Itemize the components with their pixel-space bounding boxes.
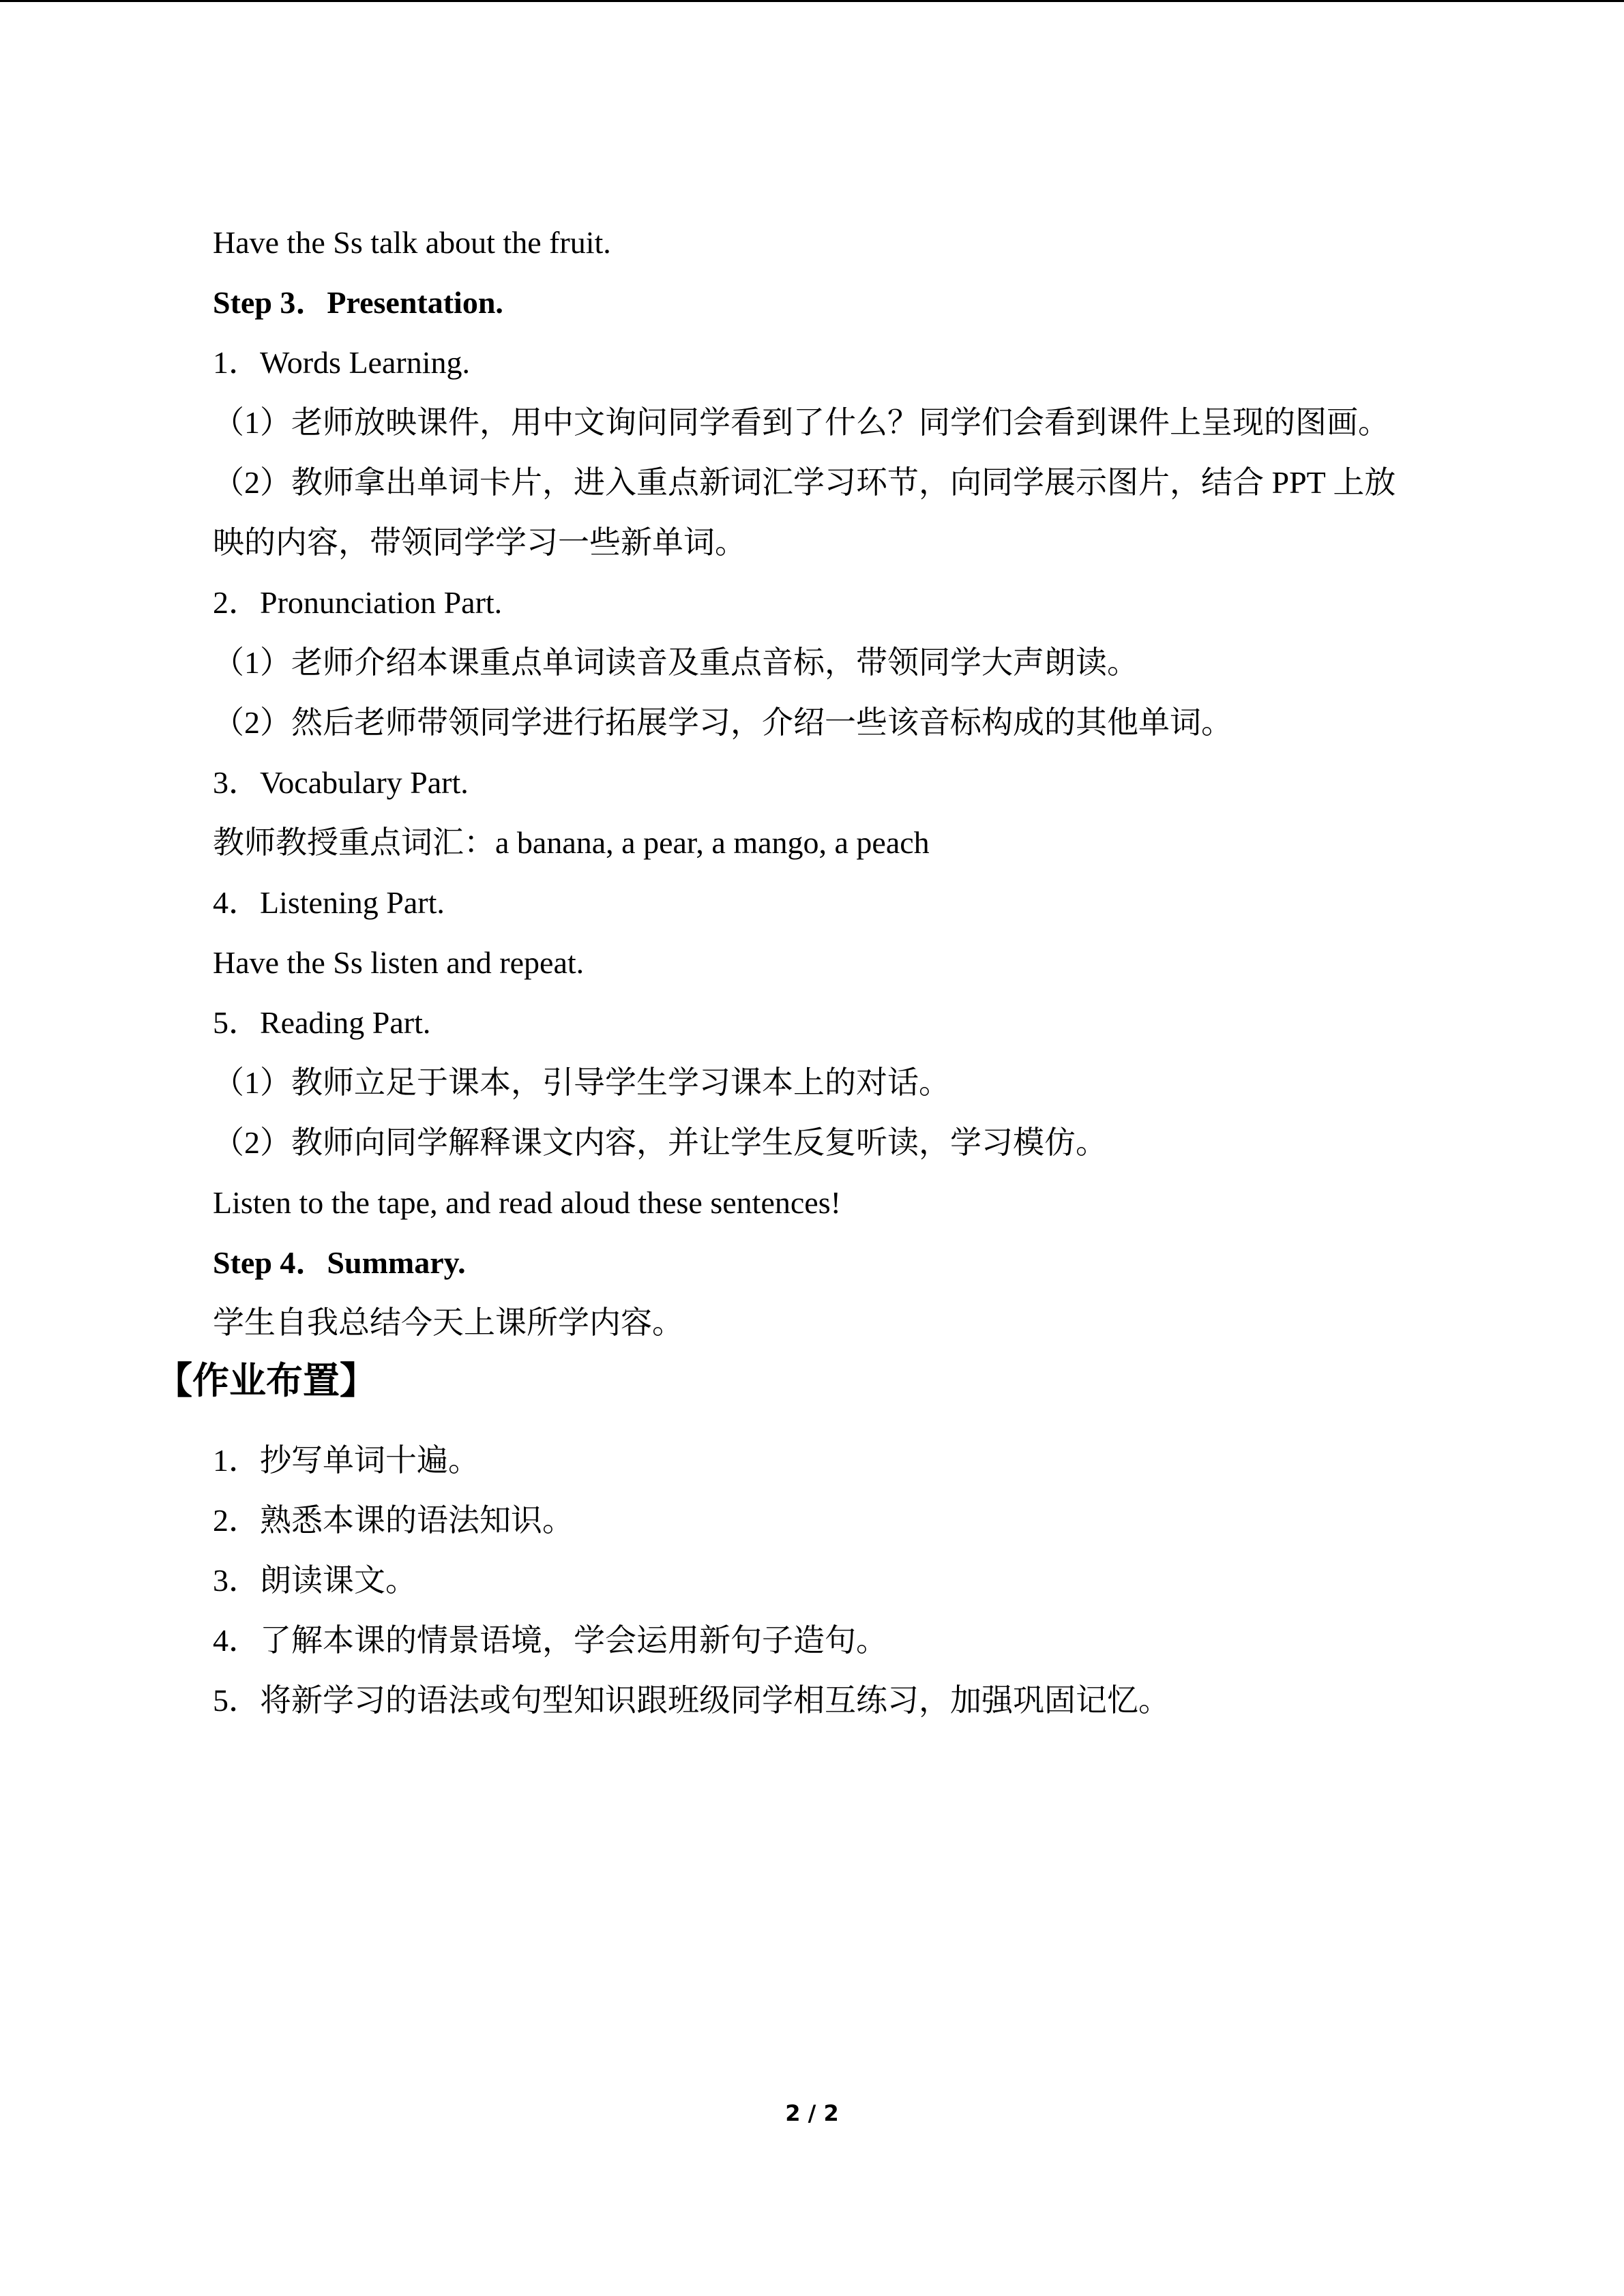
homework-item: 2．熟悉本课的语法知识。: [213, 1503, 574, 1538]
page-number: 2 / 2: [785, 2100, 839, 2126]
pronunciation-item-1: （1）老师介绍本课重点单词读音及重点音标，带领同学大声朗读。: [213, 645, 1138, 680]
homework-item: 3．朗读课文。: [213, 1563, 417, 1598]
homework-item: 4．了解本课的情景语境，学会运用新句子造句。: [213, 1623, 887, 1658]
words-learning-item-1: （1）老师放映课件，用中文询问同学看到了什么？同学们会看到课件上呈现的图画。: [213, 405, 1389, 440]
homework-item: 1．抄写单词十遍。: [213, 1443, 479, 1478]
lesson-body: [213, 213, 1454, 1353]
reading-item-2: （2）教师向同学解释课文内容，并让学生反复听读，学习模仿。: [213, 1125, 1107, 1160]
step3-heading: Step 3．Presentation.: [213, 285, 503, 320]
pronunciation-item-2: （2）然后老师带领同学进行拓展学习，介绍一些该音标构成的其他单词。: [213, 705, 1232, 740]
words-learning-item-2-continued: 映的内容，带领同学学习一些新单词。: [213, 525, 746, 560]
homework-heading: 【作业布置】: [156, 1359, 377, 1402]
listening-text: Have the Ss listen and repeat.: [213, 945, 585, 980]
words-learning-item-2: （2）教师拿出单词卡片，进入重点新词汇学习环节，向同学展示图片，结合 PPT 上放: [213, 465, 1396, 500]
vocabulary-title: 3．Vocabulary Part.: [213, 765, 469, 800]
step4-heading: Step 4．Summary.: [213, 1245, 466, 1280]
reading-item-1: （1）教师立足于课本，引导学生学习课本上的对话。: [213, 1065, 950, 1100]
homework-list: [213, 1431, 1454, 1731]
intro-line: Have the Ss talk about the fruit.: [213, 225, 611, 260]
reading-text: Listen to the tape, and read aloud these sentences!: [213, 1185, 841, 1220]
reading-title: 5．Reading Part.: [213, 1005, 431, 1040]
listening-title: 4．Listening Part.: [213, 885, 445, 920]
summary-text: 学生自我总结今天上课所学内容。: [213, 1305, 683, 1340]
page-top-border: [0, 0, 1624, 2]
vocabulary-words: 教师教授重点词汇：a banana, a pear, a mango, a peach: [213, 825, 930, 860]
words-learning-title: 1．Words Learning.: [213, 345, 470, 380]
pronunciation-title: 2．Pronunciation Part.: [213, 585, 503, 620]
homework-item: 5．将新学习的语法或句型知识跟班级同学相互练习，加强巩固记忆。: [213, 1683, 1170, 1718]
